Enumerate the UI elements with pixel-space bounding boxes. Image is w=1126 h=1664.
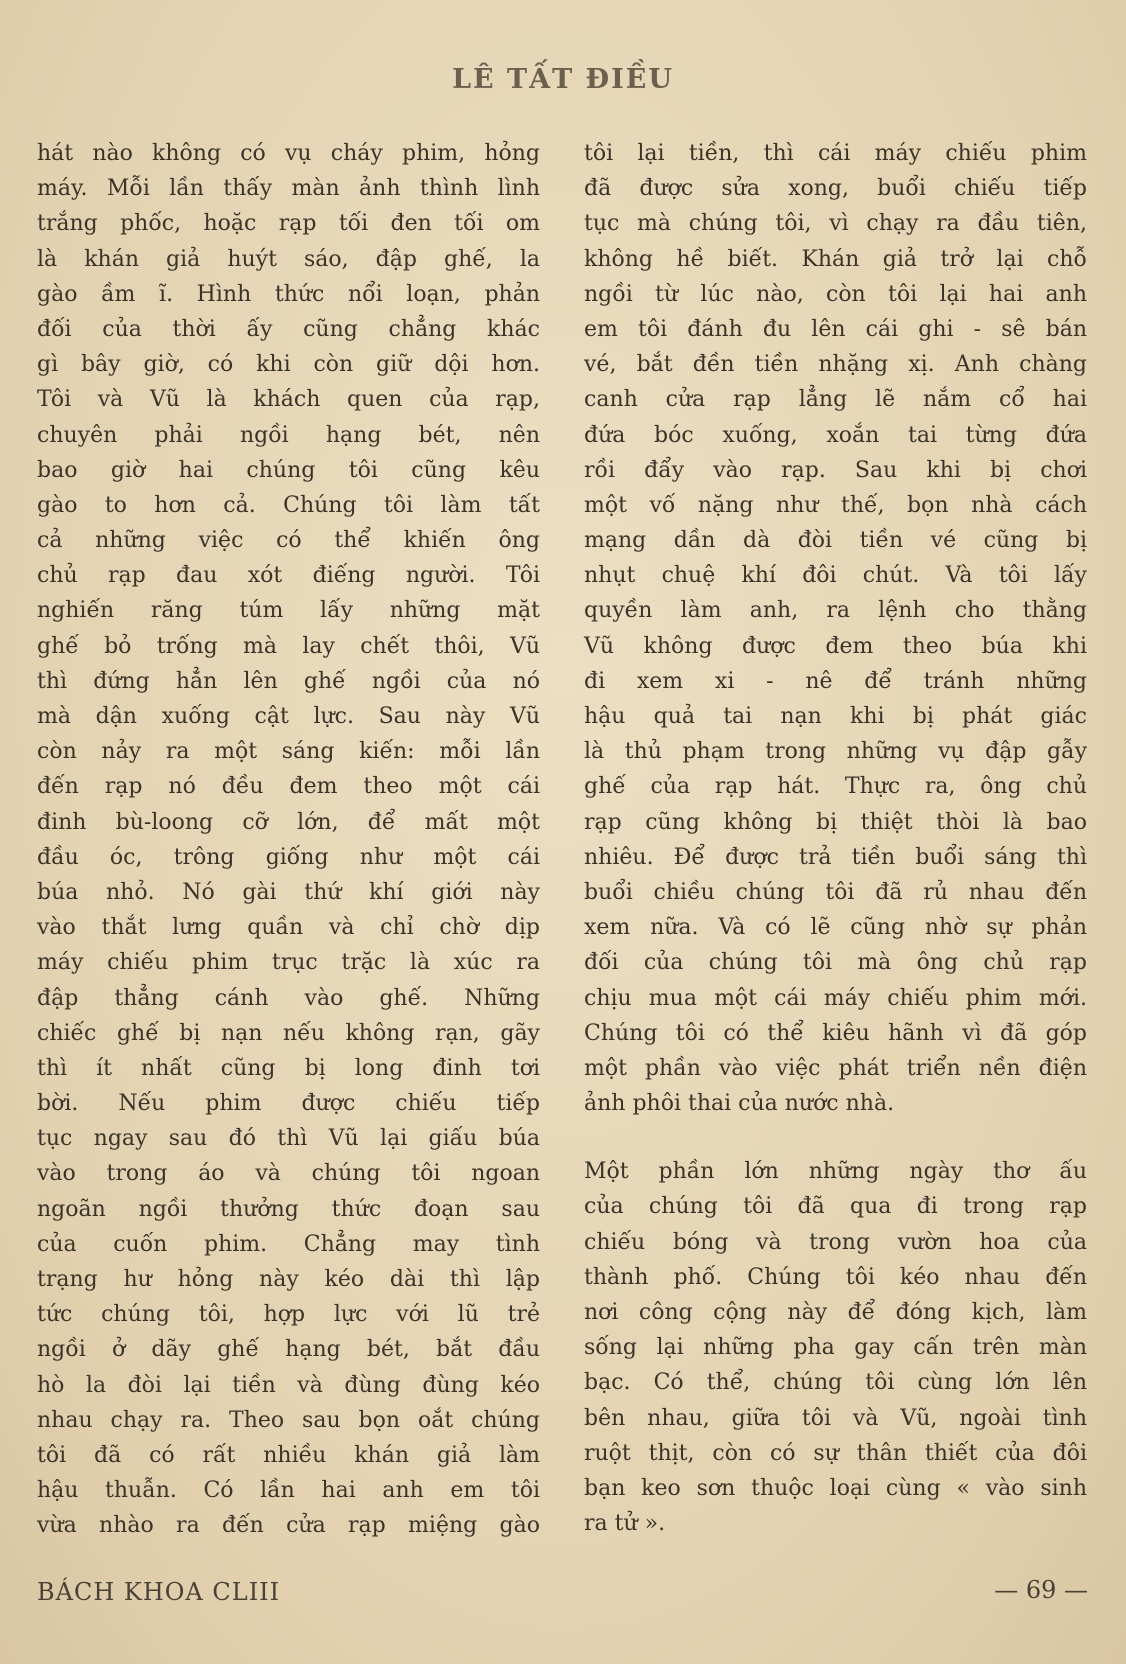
text-line: tục ngay sau đó thì Vũ lại giấu búa [37,1126,540,1152]
text-line: hậu thuẫn. Có lần hai anh em tôi [37,1478,540,1504]
text-line: ảnh phôi thai của nước nhà. [584,1091,895,1117]
text-line: Tôi và Vũ là khách quen của rạp, [37,387,540,413]
text-line: hát nào không có vụ cháy phim, hỏng [37,141,540,166]
left-paragraph [37,136,540,1544]
text-line: chiếc ghế bị nạn nếu không rạn, gãy [37,1020,540,1046]
text-line: sống lại những pha gay cấn trên màn [584,1335,1087,1361]
text-line: chịu mua một cái máy chiếu phim mới. [584,985,1087,1011]
magazine-title: BÁCH KHOA CLIII [37,1578,281,1606]
text-line: bên nhau, giữa tôi và Vũ, ngoài tình [584,1405,1087,1431]
text-line: của cuốn phim. Chẳng may tình [37,1231,540,1257]
running-head: LÊ TẤT ĐIỀU [452,64,674,95]
text-line: Chúng tôi có thể kiêu hãnh vì đã góp [584,1020,1087,1046]
text-line: ruột thịt, còn có sự thân thiết của đôi [584,1440,1087,1466]
text-line: gào ầm ĩ. Hình thức nổi loạn, phản [37,281,540,307]
text-line: nhụt chuệ khí đôi chút. Và tôi lấy [584,563,1087,589]
text-line: chiếu bóng và trong vườn hoa của [584,1229,1087,1255]
text-line: tức chúng tôi, hợp lực với lũ trẻ [37,1302,540,1328]
text-line: đập thẳng cánh vào ghế. Những [37,985,540,1011]
text-line: bao giờ hai chúng tôi cũng kêu [37,457,540,483]
text-line: ngồi ở dãy ghế hạng bét, bắt đầu [37,1337,540,1363]
text-line: của chúng tôi đã qua đi trong rạp [584,1194,1087,1220]
text-line: bời. Nếu phim được chiếu tiếp [37,1091,540,1117]
text-line: ghế của rạp hát. Thực ra, ông chủ [584,774,1087,800]
text-line: còn nảy ra một sáng kiến: mỗi lần [37,739,540,765]
text-line: đầu óc, trông giống như một cái [37,844,540,870]
text-line: canh cửa rạp lẳng lẽ nắm cổ hai [584,387,1087,413]
text-line: rạp cũng không bị thiệt thòi là bao [584,809,1087,835]
text-line: gì bây giờ, có khi còn giữ dội hơn. [37,352,540,378]
text-line: đã được sửa xong, buổi chiếu tiếp [584,176,1087,202]
text-line: mạng dần dà đòi tiền vé cũng bị [584,528,1087,554]
text-line: vừa nhào ra đến cửa rạp miệng gào [37,1513,540,1539]
text-line: rồi đẩy vào rạp. Sau khi bị chơi [584,457,1087,483]
text-line: máy. Mỗi lần thấy màn ảnh thình lình [37,176,540,202]
text-line: ngồi từ lúc nào, còn tôi lại hai anh [584,281,1087,307]
text-line: búa nhỏ. Nó gài thứ khí giới này [37,879,540,905]
text-line: Vũ không được đem theo búa khi [584,633,1087,659]
text-line: thì ít nhất cũng bị long đinh tơi [37,1055,540,1081]
text-line: nơi công cộng này để đóng kịch, làm [584,1300,1087,1325]
text-line: một phần vào việc phát triển nền điện [584,1055,1087,1081]
text-line: bạc. Có thể, chúng tôi cùng lớn lên [584,1370,1087,1396]
text-line: đinh bù-loong cỡ lớn, để mất một [37,809,540,835]
text-line: là thủ phạm trong những vụ đập gẫy [584,739,1087,765]
text-line: tôi lại tiền, thì cái máy chiếu phim [584,141,1087,166]
text-line: máy chiếu phim trục trặc là xúc ra [37,950,540,976]
text-line: vào thắt lưng quần và chỉ chờ dịp [37,915,540,941]
text-line: hậu quả tai nạn khi bị phát giác [584,704,1087,729]
text-line: em tôi đánh đu lên cái ghi - sê bán [584,316,1087,342]
text-line: một vố nặng như thế, bọn nhà cách [584,492,1087,518]
text-line: thành phố. Chúng tôi kéo nhau đến [584,1264,1087,1290]
text-line: nhiêu. Để được trả tiền buổi sáng thì [584,844,1087,870]
text-line: mà dận xuống cật lực. Sau này Vũ [37,704,540,729]
text-line: bạn keo sơn thuộc loại cùng « vào sinh [584,1475,1087,1501]
text-line: tôi đã có rất nhiều khán giả làm [37,1442,540,1468]
text-line: trạng hư hỏng này kéo dài thì lập [37,1267,540,1292]
text-line: ngoãn ngồi thưởng thức đoạn sau [37,1196,540,1222]
left-column [37,136,540,1544]
right-paragraph-1 [584,136,1087,1121]
text-line: không hề biết. Khán giả trở lại chỗ [584,246,1087,272]
text-line: hò la đòi lại tiền và đùng đùng kéo [37,1372,540,1398]
text-line: chủ rạp đau xót điếng người. Tôi [37,563,540,589]
text-line: cả những việc có thể khiến ông [37,528,540,554]
text-line: Một phần lớn những ngày thơ ấu [584,1159,1087,1185]
text-line: ra tử ». [584,1511,666,1537]
text-line: chuyên phải ngồi hạng bét, nên [37,422,540,448]
text-line: quyền làm anh, ra lệnh cho thằng [584,598,1087,624]
text-line: ghế bỏ trống mà lay chết thôi, Vũ [37,633,540,659]
right-column [584,136,1087,1541]
text-line: là khán giả huýt sáo, đập ghế, la [37,246,540,272]
text-line: đối của thời ấy cũng chẳng khác [37,316,540,342]
text-line: vào trong áo và chúng tôi ngoan [37,1161,540,1187]
text-line: gào to hơn cả. Chúng tôi làm tất [37,492,540,518]
text-line: nghiến răng túm lấy những mặt [37,598,540,624]
text-line: xem nữa. Và có lẽ cũng nhờ sự phản [584,915,1087,941]
text-line: đối của chúng tôi mà ông chủ rạp [584,950,1087,976]
paragraph-gap [584,1121,1087,1154]
text-line: trắng phốc, hoặc rạp tối đen tối om [37,211,540,237]
text-line: vé, bắt đền tiền nhặng xị. Anh chàng [584,352,1087,378]
page-number: — 69 — [994,1576,1088,1604]
text-line: nhau chạy ra. Theo sau bọn oắt chúng [37,1407,540,1433]
text-line: buổi chiều chúng tôi đã rủ nhau đến [584,879,1087,905]
text-line: đi xem xi - nê để tránh những [584,668,1087,694]
right-paragraph-2 [584,1154,1087,1541]
text-line: thì đứng hẳn lên ghế ngồi của nó [37,668,540,694]
text-line: tục mà chúng tôi, vì chạy ra đầu tiên, [584,211,1087,237]
text-line: đến rạp nó đều đem theo một cái [37,774,540,800]
text-line: đứa bóc xuống, xoắn tai từng đứa [584,422,1087,448]
